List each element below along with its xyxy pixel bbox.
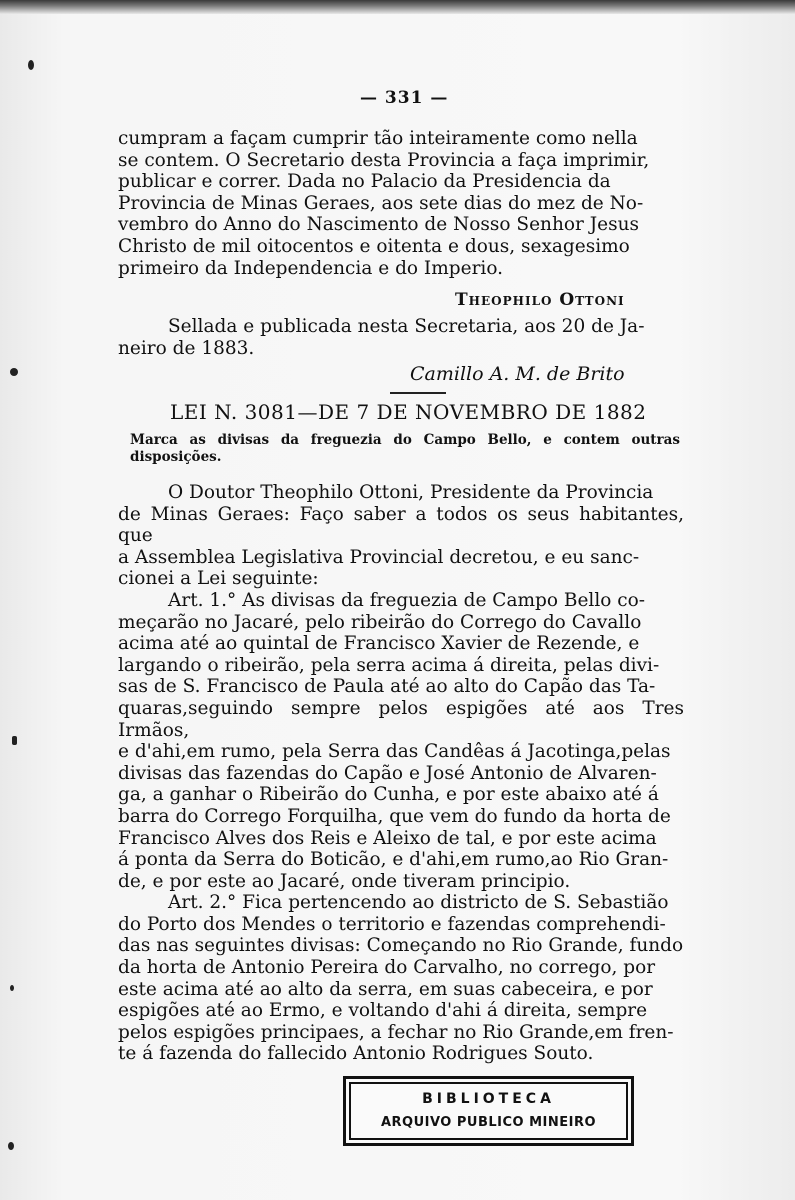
stamp-line-1: BIBLIOTECA <box>422 1091 555 1107</box>
text-line: á ponta da Serra do Boticão, e d'ahi,em rumo,ao Rio Gran- <box>118 849 669 871</box>
text-line: de, e por este ao Jacaré, onde tiveram principio. <box>118 870 571 892</box>
text-line: primeiro da Independencia e do Imperio. <box>118 257 504 279</box>
text-line: ga, a ganhar o Ribeirão do Cunha, e por este abaixo até á <box>118 784 659 806</box>
text-line: Francisco Alves dos Reis e Aleixo de tal, e por este acima <box>118 827 657 849</box>
text-line: divisas das fazendas do Capão e José Antonio de Alvaren- <box>118 762 657 784</box>
scan-speck <box>10 985 14 991</box>
law-title: LEI N. 3081—DE 7 DE NOVEMBRO DE 1882 <box>170 400 647 424</box>
scan-speck <box>28 60 34 70</box>
text-line: quaras,seguindo sempre pelos espigões até aos Tres Irmãos, <box>118 697 684 741</box>
text-line: este acima até ao alto da serra, em suas cabeceira, e por <box>118 978 653 1000</box>
text-line: sas de S. Francisco de Paula até ao alto do Capão das Ta- <box>118 676 656 698</box>
text-line: de Minas Geraes: Faço saber a todos os seus habitantes, que <box>118 503 684 547</box>
text-line: Art. 2.° Fica pertencendo ao districto de S. Sebastião <box>168 892 669 914</box>
text-line: vembro do Anno do Nascimento de Nosso Senhor Jesus <box>118 214 640 236</box>
text-line: O Doutor Theophilo Ottoni, Presidente da Provincia <box>168 482 654 503</box>
margin-mark <box>12 736 17 745</box>
text-line: espigões até ao Ermo, e voltando d'ahi á direita, sempre <box>118 1000 648 1022</box>
text-line: Art. 1.° As divisas da freguezia de Campo Bello co- <box>168 589 646 611</box>
text-line: acima até ao quintal de Francisco Xavier de Rezende, e <box>118 633 640 655</box>
signer-name: Theophilo Ottoni <box>455 290 625 310</box>
text-line: barra do Corrego Forquilha, que vem do fundo da horta de <box>118 805 671 827</box>
stamp-line-2: ARQUIVO PUBLICO MINEIRO <box>380 1115 597 1130</box>
text-line: te á fazenda do fallecido Antonio Rodrigues Souto. <box>118 1043 594 1065</box>
text-line: largando o ribeirão, pela serra acima á direita, pelas divi- <box>118 654 660 676</box>
sealed-text <box>118 316 684 359</box>
text-line: Provincia de Minas Geraes, aos sete dias do mez de No- <box>118 192 644 214</box>
scan-speck <box>8 1142 14 1150</box>
text-line: cionei a Lei seguinte: <box>118 568 319 590</box>
scan-speck <box>10 368 18 376</box>
law-summary: Marca as divisas da freguezia do Campo Bello, e contem outras disposições. <box>130 432 680 465</box>
text-line: cumpram a façam cumprir tão inteiramente como nella <box>118 128 638 149</box>
clerk-signature: Camillo A. M. de Brito <box>410 363 625 385</box>
scan-top-edge <box>0 0 795 14</box>
text-line: a Assemblea Legislativa Provincial decretou, e eu sanc- <box>118 546 640 568</box>
text-line: pelos espigões principaes, a fechar no Rio Grande,em fren- <box>118 1021 674 1043</box>
text-line: da horta de Antonio Pereira do Carvalho, no corrego, por <box>118 957 656 979</box>
text-line: neiro de 1883. <box>118 337 255 359</box>
page-number: — 331 — <box>360 88 449 108</box>
text-line: Sellada e publicada nesta Secretaria, aos 20 de Ja- <box>168 316 645 337</box>
decree-closing <box>118 128 684 279</box>
separator-rule <box>390 392 446 394</box>
library-stamp <box>343 1076 634 1146</box>
law-body <box>118 482 684 1065</box>
text-line: se contem. O Secretario desta Provincia a faça imprimir, <box>118 149 650 171</box>
text-line: das nas seguintes divisas: Começando no Rio Grande, fundo <box>118 935 684 957</box>
text-line: Christo de mil oitocentos e oitenta e dous, sexagesimo <box>118 235 630 257</box>
text-line: do Porto dos Mendes o territorio e fazendas comprehendi- <box>118 913 666 935</box>
text-line: publicar e correr. Dada no Palacio da Presidencia da <box>118 171 611 193</box>
text-line: meçarão no Jacaré, pelo ribeirão do Corrego do Cavallo <box>118 611 642 633</box>
text-line: e d'ahi,em rumo, pela Serra das Candêas á Jacotinga,pelas <box>118 741 671 763</box>
